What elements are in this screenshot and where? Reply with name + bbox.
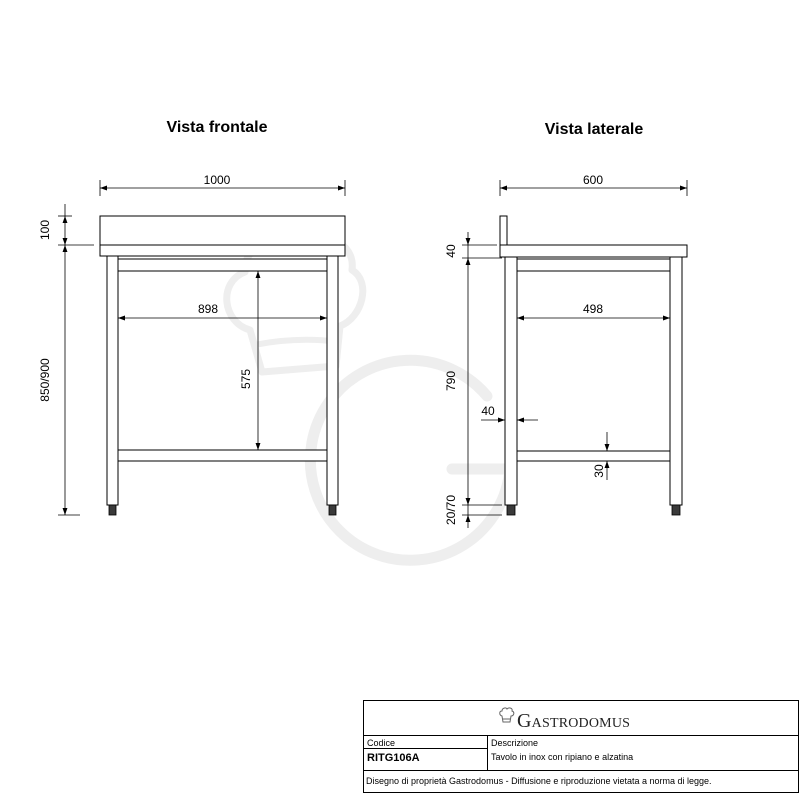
side-view-title: Vista laterale (544, 121, 644, 138)
dim-inner-depth (517, 302, 670, 318)
brand-logo-text: GASTRODOMUS (517, 710, 631, 732)
title-block (363, 700, 799, 793)
description-cell (488, 736, 798, 770)
dim-backsplash-height (38, 204, 94, 245)
dim-label-inner-depth: 498 (582, 302, 604, 316)
front-view (38, 173, 345, 515)
dim-inner-width (118, 302, 327, 318)
dim-label-foot-adjustment: 20/70 (444, 494, 458, 526)
dim-label-overall-depth: 600 (582, 173, 604, 187)
leg-left (107, 256, 118, 505)
dim-label-overall-width: 1000 (203, 173, 231, 187)
side-view (444, 173, 687, 528)
product-code: RITG106A (367, 752, 420, 764)
dim-label-inner-width: 898 (197, 302, 219, 316)
product-description: Tavolo in inox con ripiano e alzatina (491, 752, 634, 762)
dim-label-table-height: 850/900 (38, 358, 52, 402)
dim-label-top-thickness: 40 (444, 244, 458, 258)
front-view-title: Vista frontale (166, 119, 268, 136)
dim-table-height (38, 245, 80, 515)
backsplash-side (500, 216, 507, 245)
chef-hat-icon (499, 707, 515, 725)
worktop-front (100, 245, 345, 256)
lower-shelf (118, 450, 327, 461)
dim-label-backsplash-height: 100 (38, 219, 52, 241)
leg-right (327, 256, 338, 505)
info-row (364, 736, 798, 771)
lower-shelf-side (517, 451, 670, 461)
leg-back (505, 257, 517, 505)
foot-left (109, 505, 116, 515)
upper-crossbar (118, 259, 327, 271)
dim-label-leg-width: 40 (481, 404, 495, 418)
upper-crossbar-side (517, 259, 670, 271)
dim-label-leg-height: 790 (444, 370, 458, 392)
code-label: Codice (364, 736, 487, 749)
backsplash-front (100, 216, 345, 245)
watermark-logo-icon (227, 239, 510, 561)
foot-right (329, 505, 336, 515)
description-label: Descrizione (491, 738, 539, 748)
dim-label-shelf-thickness: 30 (592, 464, 606, 478)
foot-front (672, 505, 680, 515)
code-cell (364, 736, 488, 770)
worktop-side (500, 245, 687, 257)
leg-front (670, 257, 682, 505)
foot-back (507, 505, 515, 515)
dim-label-shelf-clearance: 575 (239, 368, 253, 390)
copyright-notice: Disegno di proprietà Gastrodomus - Diffusione e riproduzione vietata a norma di legge. (366, 776, 712, 786)
dim-overall-width (100, 173, 345, 196)
logo-row (364, 701, 798, 736)
dim-overall-depth (500, 173, 687, 196)
